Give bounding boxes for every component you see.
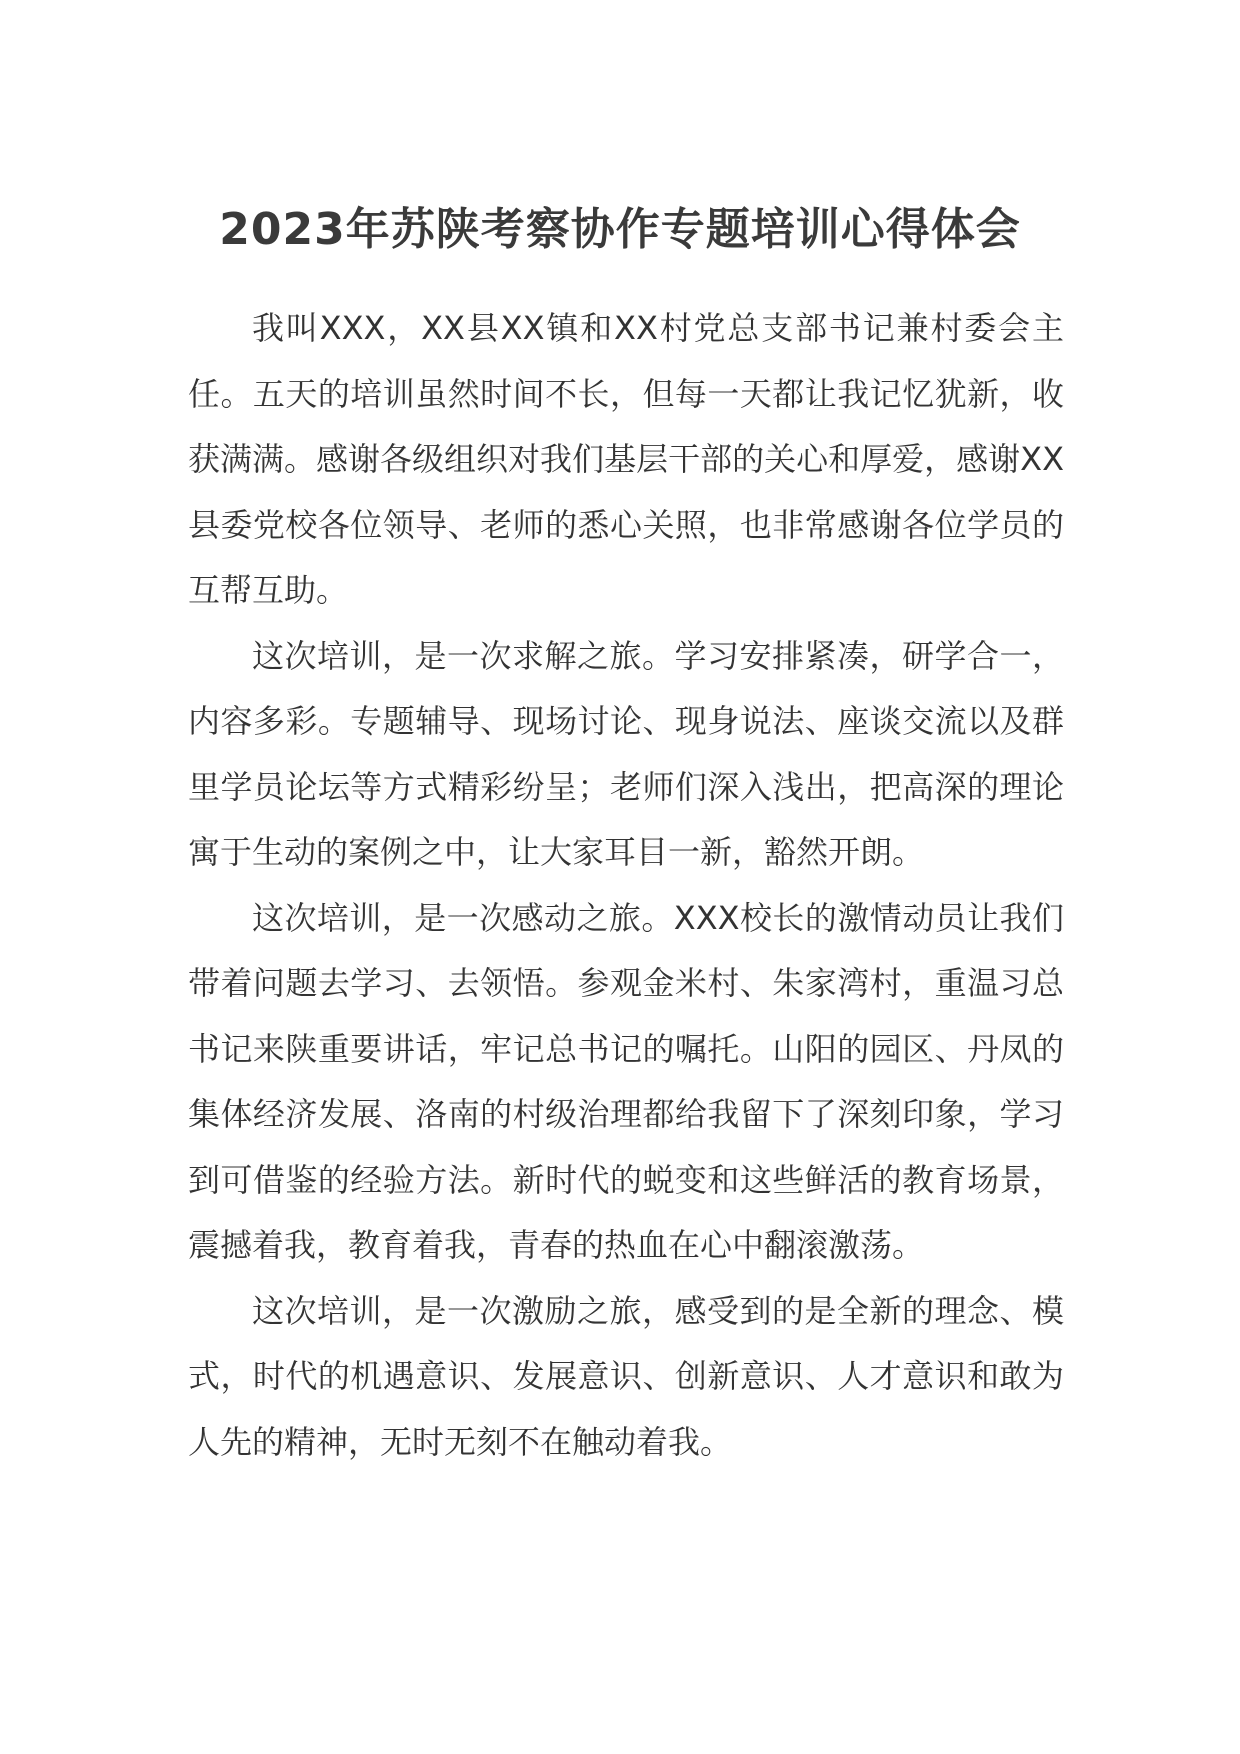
paragraph-journey-of-emotion: 这次培训，是一次感动之旅。XXX校长的激情动员让我们带着问题去学习、去领悟。参观金米村、朱家湾村，重温习总书记来陕重要讲话，牢记总书记的嘱托。山阳的园区、丹凤的集体经济发展、洛南的村级治理都给我留下了深刻印象，学习到可借鉴的经验方法。新时代的蜕变和这些鲜活的教育场景，震撼着我，教育着我，青春的热血在心中翻滚激荡。 (188, 898, 1064, 1264)
document-title: 2023年苏陕考察协作专题培训心得体会 (219, 204, 1021, 255)
document-body (188, 296, 1064, 1475)
paragraph-journey-of-inspiration: 这次培训，是一次激励之旅，感受到的是全新的理念、模式，时代的机遇意识、发展意识、创新意识、人才意识和敢为人先的精神，无时无刻不在触动着我。 (188, 1291, 1064, 1461)
paragraph-introduction: 我叫XXX，XX县XX镇和XX村党总支部书记兼村委会主任。五天的培训虽然时间不长，但每一天都让我记忆犹新，收获满满。感谢各级组织对我们基层干部的关心和厚爱，感谢XX县委党校各位领导、老师的悉心关照，也非常感谢各位学员的互帮互助。 (188, 309, 1064, 609)
paragraph-journey-of-solutions: 这次培训，是一次求解之旅。学习安排紧凑，研学合一，内容多彩。专题辅导、现场讨论、现身说法、座谈交流以及群里学员论坛等方式精彩纷呈；老师们深入浅出，把高深的理论寓于生动的案例之中，让大家耳目一新，豁然开朗。 (188, 636, 1064, 871)
